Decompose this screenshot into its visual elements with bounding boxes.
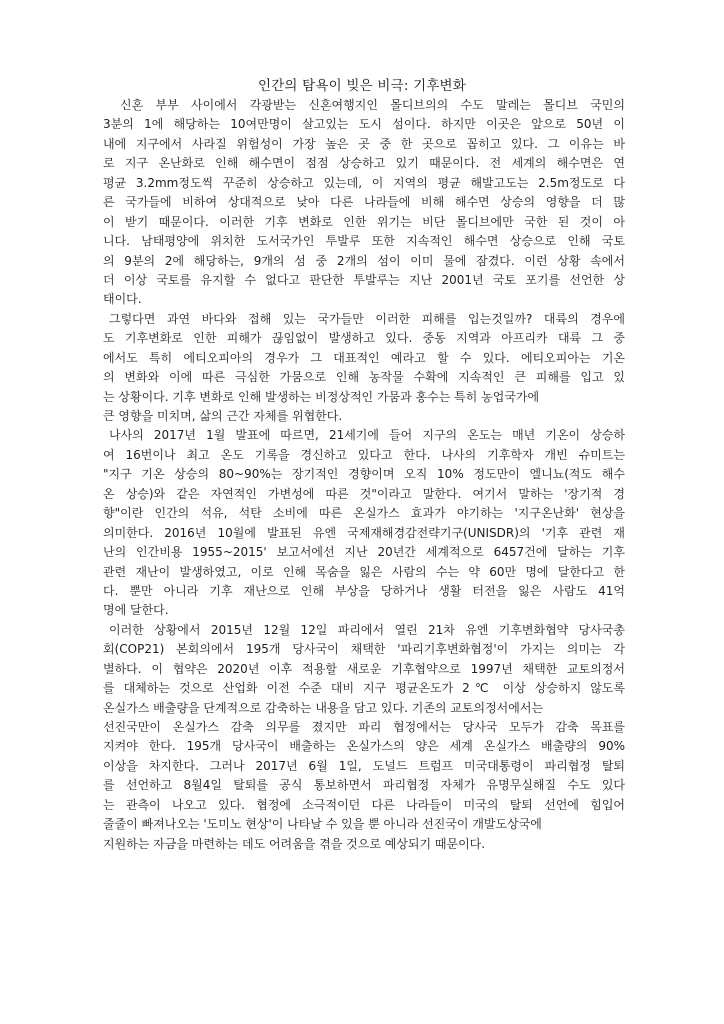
text-line: 회(COP21) 본회의에서 195개 당사국이 채택한 '파리기후변화협정'이 가지는 의미는 각: [103, 642, 625, 657]
text-line: 를 대체하는 것으로 산업화 이전 수준 대비 지구 평균온도가 2℃ 이상 상승하지 않도록: [103, 681, 625, 696]
text-line: 나사의 2017년 1월 발표에 따르면, 21세기에 들어 지구의 온도는 매년 기온이 상승하: [109, 428, 625, 443]
text-line: 로 지구 온난화로 인해 해수면이 점점 상승하고 있기 때문이다. 전 세계의 해수면은 연: [103, 156, 625, 171]
text-line: 이 받기 때문이다. 이러한 기후 변화로 인한 위기는 비단 몰디브에만 국한 된 것이 아: [103, 214, 625, 229]
text-line: 는 상황이다. 기후 변화로 인해 발생하는 비정상적인 가뭄과 홍수는 특히 농업국가에: [103, 389, 540, 404]
text-line: 관련 재난이 발생하였고, 이로 인해 목숨을 잃은 사람의 수는 약 60만 명에 달한다고 한: [103, 564, 625, 579]
text-line: 니다. 남태평양에 위치한 도서국가인 투발루 또한 지속적인 해수면 상승으로 인해 국토: [103, 234, 625, 249]
text-line: 온실가스 배출량을 단계적으로 감축하는 내용을 담고 있다. 기존의 교토의정서에서는: [103, 700, 544, 715]
text-line: 지켜야 한다. 195개 당사국이 배출하는 온실가스의 양은 세계 온실가스 배출량의 90%: [103, 739, 625, 754]
text-line: 명에 달한다.: [103, 603, 169, 618]
text-line: 신혼 부부 사이에서 각광받는 신혼여행지인 몰디브의의 수도 말레는 몰디브 국민의: [120, 98, 625, 112]
text-line: 이상을 차지한다. 그러나 2017년 6월 1일, 도널드 트럼프 미국대통령이 파리협정 탈퇴: [103, 758, 625, 773]
text-line: 난의 인간비용 1955~2015' 보고서에선 지난 20년간 세계적으로 6457건에 달하는 기후: [103, 545, 625, 560]
text-line: 의미한다. 2016년 10월에 발표된 유엔 국제재해경감전략기구(UNISDR)의 '기후 관련 재: [103, 525, 625, 540]
text-line: 큰 영향을 미치며, 삶의 근간 자체를 위협한다.: [103, 409, 343, 423]
text-line: 에서도 특히 에티오피아의 경우가 그 대표적인 예라고 할 수 있다. 에티오피아는 기온: [103, 350, 625, 365]
paragraph-1: [103, 96, 625, 310]
text-line: 선진국만이 온실가스 감축 의무를 졌지만 파리 협정에서는 당사국 모두가 감축 목표를: [103, 720, 625, 734]
text-line: 를 선언하고 8월4일 탈퇴를 공식 통보하면서 파리협정 자체가 유명무실해질 수도 있다: [103, 778, 625, 793]
text-line: 내에 지구에서 사라질 위험성이 가장 높은 곳 중 한 곳으로 꼽히고 있다. 그 이유는 바: [103, 136, 625, 151]
text-line: 더 이상 국토를 유지할 수 없다고 판단한 투발루는 지난 2001년 국토 포기를 선언한 상: [103, 272, 625, 287]
paragraph-4: [103, 621, 625, 854]
paragraph-3: [103, 426, 625, 620]
text-line: 여 16번이나 최고 온도 기록을 경신하고 있다고 한다. 나사의 기후학자 개빈 슈미트는: [103, 447, 625, 462]
text-line: 도 기후변화로 인한 피해가 끊임없이 발생하고 있다. 중동 지역과 아프리카 대륙 그 중: [103, 331, 625, 346]
text-line: 별하다. 이 협약은 2020년 이후 적용할 새로운 기후협약으로 1997년 채택한 교토의정서: [103, 661, 625, 676]
text-line: 른 국가들에 비하여 상대적으로 낮아 다른 나라들에 비해 해수면 상승의 영향을 더 많: [103, 195, 625, 210]
text-line: 태이다.: [103, 292, 142, 307]
document-body: [103, 96, 625, 854]
text-line: 평균 3.2mm정도씩 꾸준히 상승하고 있는데, 이 지역의 평균 해발고도는 2.5m정도로 다: [103, 175, 625, 190]
text-line: 의 변화와 이에 따른 극심한 가뭄으로 인해 농작물 수확에 지속적인 큰 피해를 입고 있: [103, 370, 625, 385]
text-line: 그렇다면 과연 바다와 접해 있는 국가들만 이러한 피해를 입는것일까? 대륙의 경우에: [109, 311, 625, 326]
text-line: 의 9분의 2에 해당하는, 9개의 섬 중 2개의 섬이 이미 물에 잠겼다. 이런 상황 속에서: [103, 253, 625, 268]
text-line: 는 관측이 나오고 있다. 협정에 소극적이던 다른 나라들이 미국의 탈퇴 선언에 힘입어: [103, 797, 625, 812]
text-line: 이러한 상황에서 2015년 12월 12일 파리에서 열린 21차 유엔 기후변화협약 당사국총: [109, 622, 625, 637]
text-line: 다. 뿐만 아니라 기후 재난으로 인해 부상을 당하거나 생활 터전을 잃은 사람도 41억: [103, 583, 625, 598]
document-title: 인간의 탐욕이 빚은 비극: 기후변화: [257, 78, 467, 94]
text-line: 온 상승)와 같은 자연적인 가변성에 따른 것"이라고 말한다. 여기서 말하는 '장기적 경: [103, 486, 625, 501]
text-line: 향"이란 인간의 석유, 석탄 소비에 따른 온실가스 효과가 야기하는 '지구온난화' 현상을: [103, 506, 625, 521]
text-line: 3분의 1에 해당하는 10여만명이 살고있는 도시 섬이다. 하지만 이곳은 앞으로 50년 이: [103, 117, 625, 132]
text-line: 지원하는 자금을 마련하는 데도 어려움을 겪을 것으로 예상되기 때문이다.: [103, 836, 486, 851]
text-line: "지구 기온 상승의 80~90%는 장기적인 경향이며 오직 10% 정도만이 엘니뇨(적도 해수: [103, 467, 625, 482]
paragraph-2: [103, 310, 625, 427]
text-line: 줄줄이 빠져나오는 '도미노 현상'이 나타날 수 있을 뿐 아니라 선진국이 개발도상국에: [103, 817, 542, 832]
